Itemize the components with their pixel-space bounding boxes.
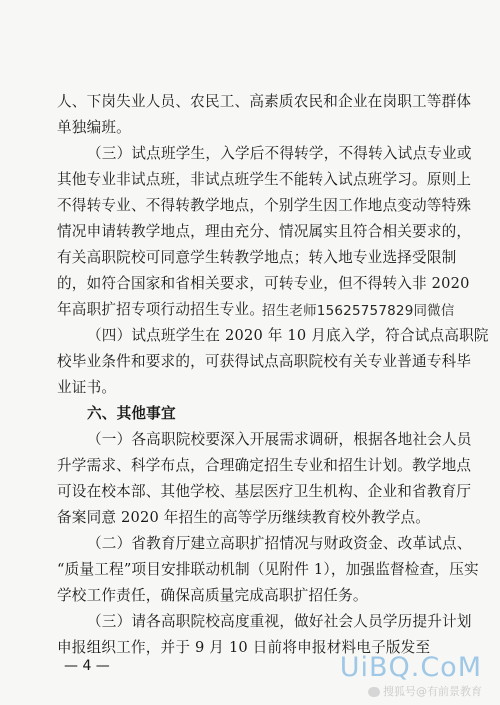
text-line: （二）省教育厅建立高职扩招情况与财政资金、改革试点、 (87, 535, 472, 552)
text-line: 情况申请转教学地点，理由充分、情况属实且符合相关要求的， (57, 223, 472, 240)
watermark-logo: UiBQ.CoM (339, 652, 482, 683)
text-line: 申报组织工作，并于 9 月 10 日前将申报材料电子版发至 (57, 639, 431, 656)
text-line: 人、下岗失业人员、农民工、高素质农民和企业在岗职工等群体 (57, 93, 472, 110)
watermark-caption (368, 683, 482, 699)
text-line: 年高职扩招专项行动招生专业。 (57, 301, 265, 318)
text-line: （四）试点班学生在 2020 年 10 月底入学，符合试点高职院 (87, 327, 489, 344)
text-line: “质量工程”项目安排联动机制（见附件 1），加强监督检查，压实 (57, 561, 479, 578)
text-line: 可设在校本部、其他学校、基层医疗卫生机构、企业和省教育厅 (57, 483, 472, 500)
text-line: 单独编班。 (57, 119, 131, 136)
text-line: 业证书。 (57, 379, 117, 396)
text-line: （三）试点班学生，入学后不得转学，不得转入试点专业或 (87, 145, 472, 162)
text-line: 校毕业条件和要求的，可获得试点高职院校有关专业普通专科毕 (57, 353, 472, 370)
text-line: （三）请各高职院校高度重视，做好社会人员学历提升计划 (87, 613, 472, 630)
text-line: 其他专业非试点班，非试点班学生不能转入试点班学习。原则上 (57, 171, 472, 188)
text-line: 的，如符合国家和省相关要求，可转专业，但不得转入非 2020 (57, 275, 470, 292)
page-number: — 4 — (64, 658, 110, 674)
text-line: 不得转专业、不得转教学地点，个别学生因工作地点变动等特殊 (57, 197, 472, 214)
handwritten-note: 招生老师15625757829同微信 (262, 303, 455, 319)
text-line: 备案同意 2020 年招生的高等学历继续教育校外教学点。 (57, 509, 431, 526)
text-line: （一）各高职院校要深入开展需求调研，根据各地社会人员 (87, 431, 472, 448)
section-heading: 六、其他事宜 (87, 405, 176, 422)
text-line: 升学需求、科学布点，合理确定招生专业和招生计划。教学地点 (57, 457, 472, 474)
text-line: 学校工作责任，确保高质量完成高职扩招任务。 (57, 587, 368, 604)
wechat-icon (368, 687, 380, 697)
watermark-caption-text: 搜狐号@有前景教育 (383, 685, 482, 698)
text-line: 有关高职院校可同意学生转教学地点；转入地专业选择受限制 (57, 249, 457, 266)
